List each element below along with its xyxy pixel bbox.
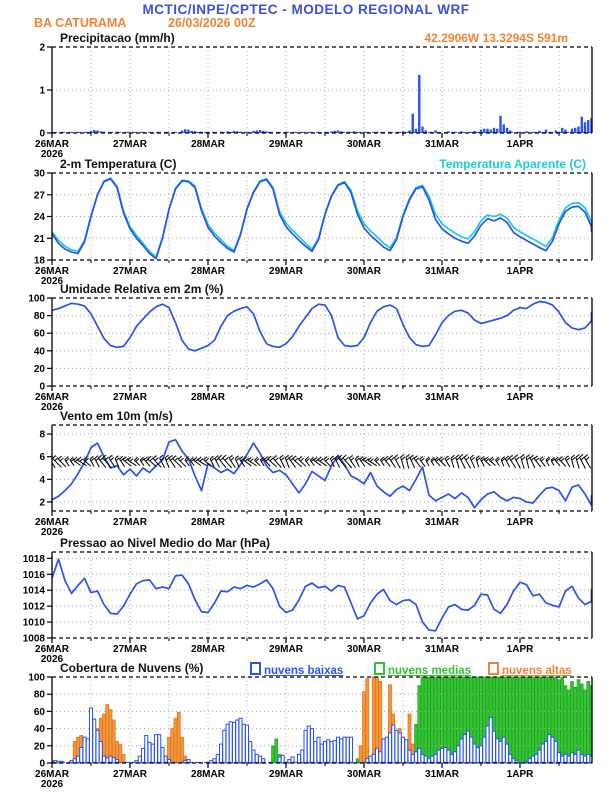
svg-text:8: 8 <box>39 429 45 441</box>
svg-text:26MAR: 26MAR <box>35 139 69 150</box>
legend-mid-clouds-label: nuvens medias <box>388 665 472 677</box>
model-title: MCTIC/INPE/CPTEC - MODELO REGIONAL WRF <box>142 2 470 17</box>
panel-title-pressure: Pressao ao Nivel Medio do Mar (hPa) <box>60 536 271 550</box>
svg-text:2: 2 <box>39 497 45 509</box>
svg-text:60: 60 <box>33 328 45 340</box>
svg-text:28MAR: 28MAR <box>191 392 225 403</box>
svg-text:26MAR: 26MAR <box>35 517 69 528</box>
svg-text:1APR: 1APR <box>506 517 534 528</box>
panel-title-humidity: Umidade Relativa em 2m (%) <box>60 282 224 296</box>
legend-low-clouds-label: nuvens baixas <box>264 665 344 677</box>
svg-text:28MAR: 28MAR <box>191 644 225 655</box>
svg-text:30MAR: 30MAR <box>347 266 381 277</box>
panel-title-cloud-cover: Cobertura de Nuvens (%) <box>60 661 204 675</box>
svg-text:27MAR: 27MAR <box>113 644 147 655</box>
svg-text:31MAR: 31MAR <box>425 392 459 403</box>
svg-text:1APR: 1APR <box>506 139 534 150</box>
svg-text:30: 30 <box>33 168 45 180</box>
svg-text:28MAR: 28MAR <box>191 517 225 528</box>
svg-text:30MAR: 30MAR <box>347 644 381 655</box>
svg-text:31MAR: 31MAR <box>425 266 459 277</box>
svg-text:2026: 2026 <box>40 779 64 790</box>
svg-text:80: 80 <box>33 689 45 701</box>
svg-text:1010: 1010 <box>22 617 45 629</box>
svg-text:6: 6 <box>39 452 45 464</box>
svg-text:29MAR: 29MAR <box>269 517 303 528</box>
svg-text:27MAR: 27MAR <box>113 769 147 780</box>
run-datetime: 26/03/2026 00Z <box>168 16 256 30</box>
svg-text:1016: 1016 <box>22 569 45 581</box>
legend-apparent-temperature: Temperatura Aparente (C) <box>439 157 586 171</box>
svg-text:2026: 2026 <box>40 527 64 538</box>
svg-text:1APR: 1APR <box>506 769 534 780</box>
svg-text:27MAR: 27MAR <box>113 139 147 150</box>
svg-text:40: 40 <box>33 724 45 736</box>
svg-text:27: 27 <box>33 190 45 202</box>
svg-text:2: 2 <box>39 42 45 54</box>
svg-text:18: 18 <box>33 255 45 267</box>
svg-text:1APR: 1APR <box>506 392 534 403</box>
station-name: BA CATURAMA <box>34 16 127 30</box>
svg-text:0: 0 <box>39 381 45 393</box>
svg-text:1018: 1018 <box>22 553 45 565</box>
svg-text:29MAR: 29MAR <box>269 392 303 403</box>
svg-text:29MAR: 29MAR <box>269 644 303 655</box>
svg-text:1008: 1008 <box>22 633 45 645</box>
svg-text:1APR: 1APR <box>506 644 534 655</box>
svg-text:28MAR: 28MAR <box>191 139 225 150</box>
panel-title-wind: Vento em 10m (m/s) <box>60 409 173 423</box>
svg-text:30MAR: 30MAR <box>347 139 381 150</box>
svg-text:26MAR: 26MAR <box>35 266 69 277</box>
svg-text:28MAR: 28MAR <box>191 266 225 277</box>
svg-text:30MAR: 30MAR <box>347 769 381 780</box>
svg-text:30MAR: 30MAR <box>347 392 381 403</box>
legend-high-clouds-label: nuvens altas <box>502 665 572 677</box>
svg-text:100: 100 <box>28 293 45 305</box>
svg-text:100: 100 <box>28 672 45 684</box>
svg-text:20: 20 <box>33 363 45 375</box>
svg-text:26MAR: 26MAR <box>35 644 69 655</box>
svg-text:2026: 2026 <box>40 149 64 160</box>
svg-text:29MAR: 29MAR <box>269 266 303 277</box>
svg-text:26MAR: 26MAR <box>35 769 69 780</box>
svg-text:31MAR: 31MAR <box>425 769 459 780</box>
svg-text:1: 1 <box>39 85 45 97</box>
svg-text:80: 80 <box>33 311 45 323</box>
svg-text:4: 4 <box>39 474 45 486</box>
svg-text:20: 20 <box>33 741 45 753</box>
svg-text:29MAR: 29MAR <box>269 769 303 780</box>
panel-title-temperature: 2-m Temperatura (C) <box>60 157 177 171</box>
svg-text:30MAR: 30MAR <box>347 517 381 528</box>
svg-text:27MAR: 27MAR <box>113 392 147 403</box>
svg-text:31MAR: 31MAR <box>425 517 459 528</box>
svg-text:2026: 2026 <box>40 276 64 287</box>
svg-text:2026: 2026 <box>40 402 64 413</box>
panel-title-precipitation: Precipitacao (mm/h) <box>60 31 175 45</box>
svg-text:26MAR: 26MAR <box>35 392 69 403</box>
svg-text:31MAR: 31MAR <box>425 644 459 655</box>
svg-text:1014: 1014 <box>22 585 45 597</box>
svg-text:24: 24 <box>33 212 45 223</box>
svg-text:21: 21 <box>33 233 45 245</box>
svg-text:40: 40 <box>33 346 45 358</box>
svg-text:28MAR: 28MAR <box>191 769 225 780</box>
svg-text:1012: 1012 <box>22 601 45 613</box>
location-coordinates: 42.2906W 13.3294S 591m <box>424 31 568 45</box>
svg-text:0: 0 <box>39 128 45 140</box>
svg-text:27MAR: 27MAR <box>113 517 147 528</box>
svg-text:1APR: 1APR <box>506 266 534 277</box>
svg-text:31MAR: 31MAR <box>425 139 459 150</box>
svg-text:60: 60 <box>33 706 45 718</box>
svg-text:27MAR: 27MAR <box>113 266 147 277</box>
svg-text:29MAR: 29MAR <box>269 139 303 150</box>
svg-text:2026: 2026 <box>40 654 64 665</box>
svg-text:0: 0 <box>39 758 45 770</box>
